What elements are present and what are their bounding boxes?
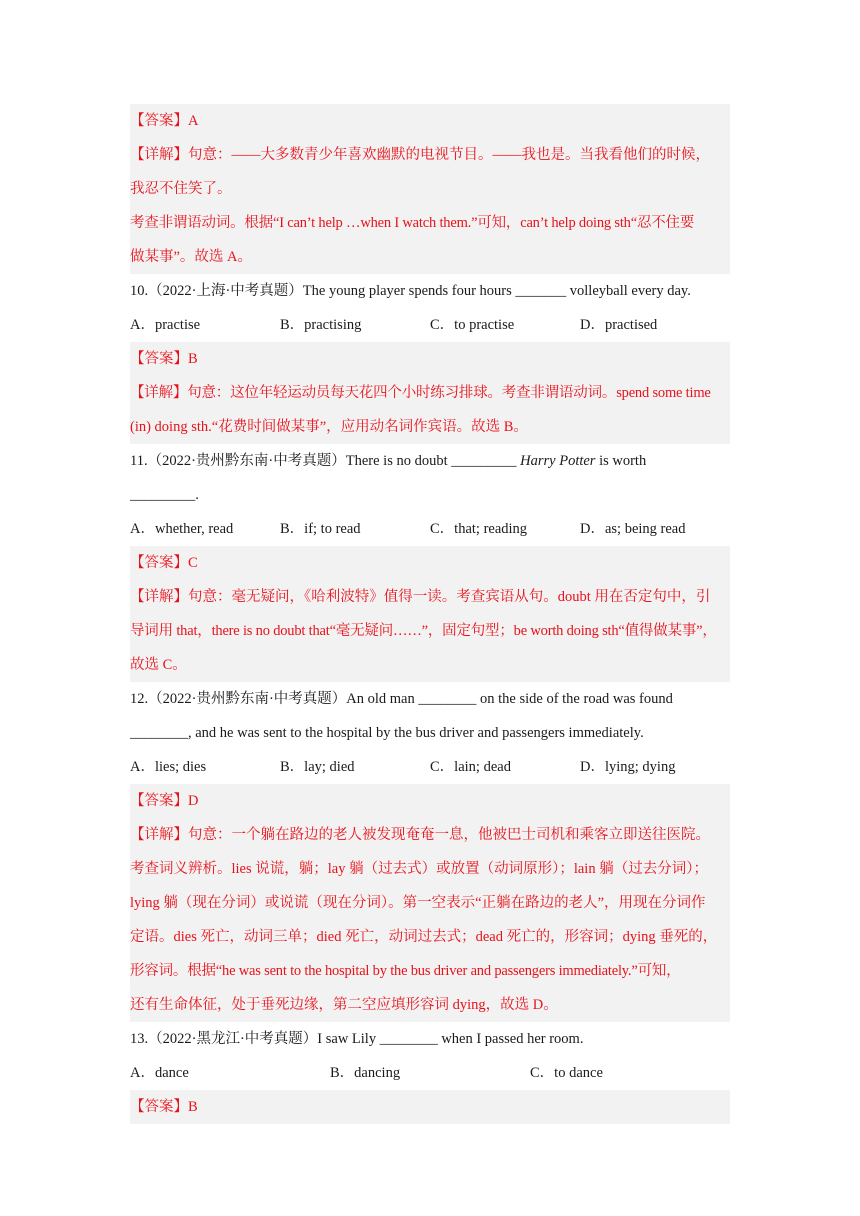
option-a: A．practise [130, 317, 201, 333]
detail-q9-line1: 【详解】句意：——大多数青少年喜欢幽默的电视节目。——我也是。当我看他们的时候， [130, 147, 710, 163]
option-a: A．whether, read [130, 521, 234, 537]
detail-q12-line6: 还有生命体征，处于垂死边缘，第二空应填形容词 dying，故选 D。 [130, 997, 558, 1013]
detail-q9-line3: 考查非谓语动词。根据“I can’t help …when I watch them.”可知，can’t help doing sth“忍不住要 [130, 215, 695, 231]
question-11-stem-line2: _________. [130, 487, 199, 503]
option-b: B．lay; died [280, 759, 355, 775]
question-10-stem: 10.（2022·上海·中考真题）The young player spends four hours _______ volleyball every day. [130, 283, 691, 299]
answer-q13: 【答案】B [130, 1099, 198, 1115]
answer-block-q10 [130, 342, 730, 444]
option-d: D．practised [580, 317, 658, 333]
option-c: C．lain; dead [430, 759, 511, 775]
question-11-stem-b: is worth [595, 453, 647, 469]
detail-q11-line2: 导词用 that，there is no doubt that“毫无疑问……”，固定句型；be worth doing sth“值得做某事”， [130, 623, 717, 639]
option-a: A．lies; dies [130, 759, 207, 775]
question-10-options [130, 308, 730, 342]
detail-q9-line4: 做某事”。故选 A。 [130, 249, 253, 265]
detail-q12-line5: 形容词。根据“he was sent to the hospital by the bus driver and passengers immediately.”可知， [130, 963, 681, 979]
detail-q12-line3: lying 躺（现在分词）或说谎（现在分词）。第一空表示“正躺在路边的老人”，用现在分词作 [130, 895, 706, 911]
option-d: D．as; being read [580, 521, 686, 537]
option-b: B．if; to read [280, 521, 361, 537]
question-13-stem: 13.（2022·黑龙江·中考真题）I saw Lily ________ when I passed her room. [130, 1031, 584, 1047]
answer-block-q12 [130, 784, 730, 1022]
option-c: C．that; reading [430, 521, 528, 537]
answer-q11: 【答案】C [130, 555, 198, 571]
question-11-stem-a: 11.（2022·贵州黔东南·中考真题）There is no doubt _________ [130, 453, 521, 469]
option-d: D．lying; dying [580, 759, 676, 775]
option-b: B．practising [280, 317, 362, 333]
question-13-options [130, 1056, 730, 1090]
detail-q12-line2: 考查词义辨析。lies 说谎，躺；lay 躺（过去式）或放置（动词原形）；lain 躺（过去分词）； [130, 861, 708, 877]
option-c: C．to dance [530, 1065, 603, 1081]
answer-block-q13 [130, 1090, 730, 1124]
detail-q9-line2: 我忍不住笑了。 [130, 181, 232, 197]
question-12-options [130, 750, 730, 784]
question-11-stem [130, 444, 730, 478]
detail-q10-line1: 【详解】句意：这位年轻运动员每天花四个小时练习排球。考查非谓语动词。spend some time [130, 385, 711, 401]
detail-q12-line4: 定语。dies 死亡，动词三单；died 死亡，动词过去式；dead 死亡的，形容词；dying 垂死的， [130, 929, 718, 945]
document-page [130, 104, 730, 1124]
answer-q9: 【答案】A [130, 113, 199, 129]
option-c: C．to practise [430, 317, 515, 333]
question-11-title-italic: Harry Potter [520, 453, 596, 469]
answer-q10: 【答案】B [130, 351, 198, 367]
detail-q10-line2: (in) doing sth.“花费时间做某事”，应用动名词作宾语。故选 B。 [130, 419, 528, 435]
question-12-stem-line1: 12.（2022·贵州黔东南·中考真题）An old man ________ on the side of the road was found [130, 691, 673, 707]
detail-q11-line1: 【详解】句意：毫无疑问，《哈利波特》值得一读。考查宾语从句。doubt 用在否定句中，引 [130, 589, 711, 605]
detail-q12-line1: 【详解】句意：一个躺在路边的老人被发现奄奄一息，他被巴士司机和乘客立即送往医院。 [130, 827, 710, 843]
answer-q12: 【答案】D [130, 793, 199, 809]
question-11-options [130, 512, 730, 546]
question-12-stem-line2: ________, and he was sent to the hospital by the bus driver and passengers immediately. [130, 725, 644, 741]
answer-block-q9 [130, 104, 730, 274]
detail-q11-line3: 故选 C。 [130, 657, 187, 673]
option-b: B．dancing [330, 1065, 401, 1081]
answer-block-q11 [130, 546, 730, 682]
option-a: A．dance [130, 1065, 189, 1081]
